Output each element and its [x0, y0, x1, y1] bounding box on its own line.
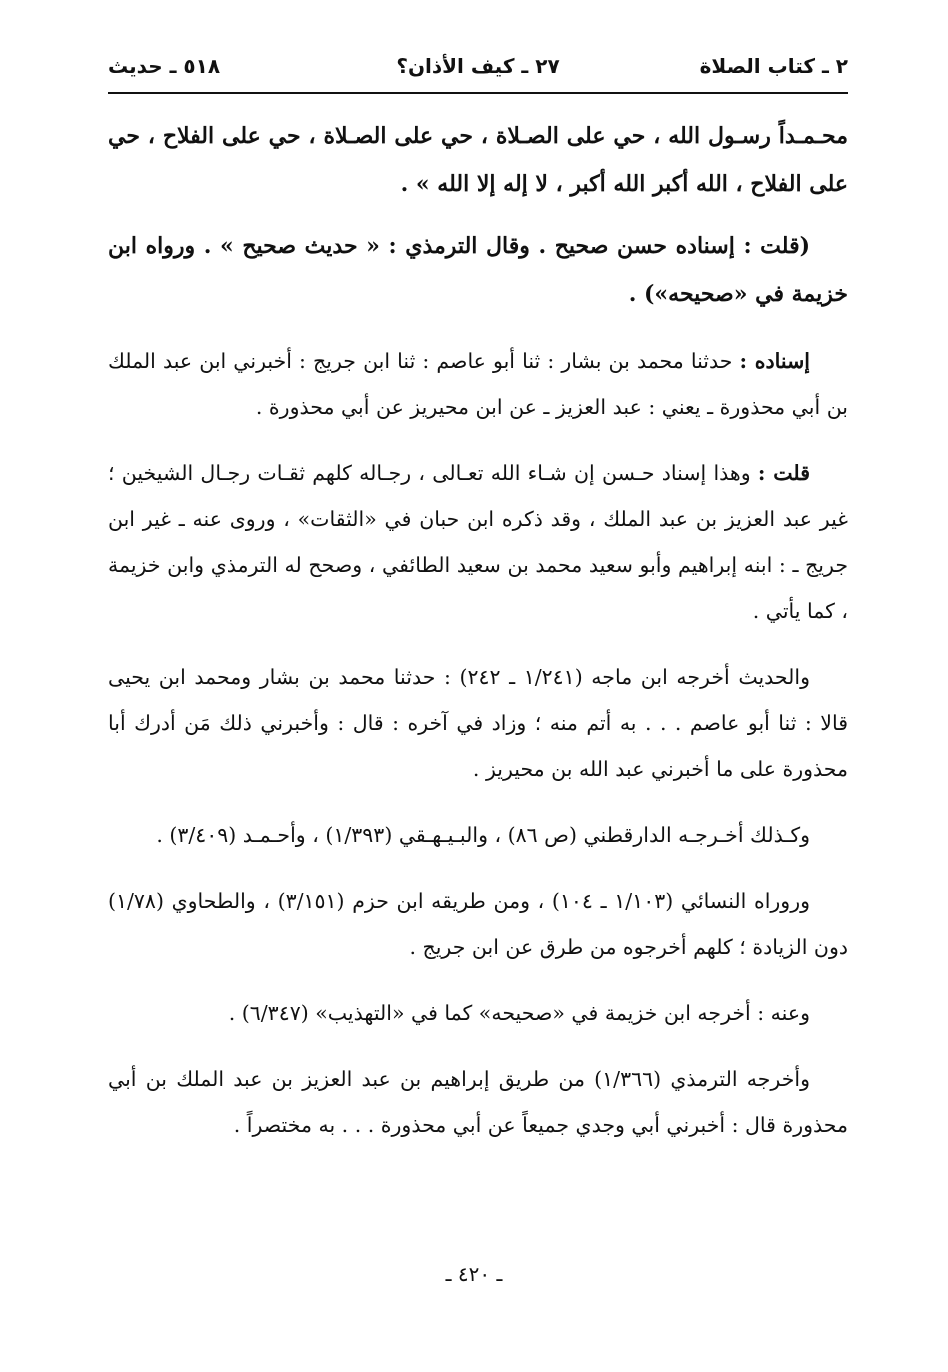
- running-header: [108, 50, 848, 90]
- header-chapter-title: ٢٧ ـ كيف الأذان؟: [396, 54, 560, 78]
- takhrij-ibn-majah: والحديث أخرجه ابن ماجه (١/٢٤١ ـ ٢٤٢) : حدثنا محمد بن بشار ومحمد ابن يحيى قالا : ثنا أبو عاصم . . . به أتم منه ؛ وزاد في آخره : قال : وأخبرني ذلك مَن أدرك أبا محذورة على ما أخبرني عبد الله بن محيريز .: [108, 665, 848, 781]
- grading-note: (قلت : إسناده حسن صحيح . وقال الترمذي : « حديث صحيح » . ورواه ابن خزيمة في «صحيحه») .: [108, 233, 848, 307]
- page-body: [108, 112, 848, 1168]
- commentary-text: وهذا إسناد حـسن إن شـاء الله تعـالى ، رجـاله كلهم ثقـات رجـال الشيخين ؛ غير عبد العزيز بن عبد الملك ، وقد ذكره ابن حبان في «الثقات» ، وروى عنه ـ غير ابن جريج ـ : ابنه إبراهيم وأبو سعيد محمد بن سعيد الطائفي ، وصحح له الترمذي وابن خزيمة ، كما يأتي .: [108, 461, 848, 623]
- header-divider: [108, 92, 848, 94]
- isnad-paragraph: [108, 338, 848, 430]
- commentary-paragraph: [108, 450, 848, 634]
- isnad-label: إسناده :: [739, 349, 810, 373]
- hadith-text-continuation: محـمـداً رسـول الله ، حي على الصـلاة ، حي على الصـلاة ، حي على الفلاح ، حي على الفلاح ، الله أكبر الله أكبر ، لا إله إلا الله » .: [108, 123, 848, 197]
- page-number: ـ ٤٢٠ ـ: [445, 1262, 503, 1286]
- header-book-title: ٢ ـ كتاب الصلاة: [699, 54, 848, 78]
- takhrij-daraqutni: وكـذلك أخـرجـه الدارقطني (ص ٨٦) ، والبـيـهـقي (١/٣٩٣) ، وأحـمـد (٣/٤٠٩) .: [156, 823, 810, 847]
- commentary-label: قلت :: [757, 461, 811, 485]
- header-hadith-number: ٥١٨ ـ حديث: [108, 54, 221, 78]
- takhrij-nasai: وروراه النسائي (١/١٠٣ ـ ١٠٤) ، ومن طريقه ابن حزم (٣/١٥١) ، والطحاوي (١/٧٨) دون الزيادة ؛ كلهم أخرجوه من طرق عن ابن جريج .: [108, 889, 848, 959]
- takhrij-ibn-khuzaymah: وعنه : أخرجه ابن خزيمة في «صحيحه» كما في «التهذيب» (٦/٣٤٧) .: [228, 1001, 810, 1025]
- isnad-text: حدثنا محمد بن بشار : ثنا أبو عاصم : ثنا ابن جريج : أخبرني ابن عبد الملك بن أبي محذورة ـ يعني : عبد العزيز ـ عن ابن محيريز عن أبي محذورة .: [108, 349, 848, 419]
- takhrij-tirmidhi: وأخرجه الترمذي (١/٣٦٦) من طريق إبراهيم بن عبد العزيز بن عبد الملك بن أبي محذورة قال : أخبرني أبي وجدي جميعاً عن أبي محذورة . . . به مختصراً .: [108, 1067, 848, 1137]
